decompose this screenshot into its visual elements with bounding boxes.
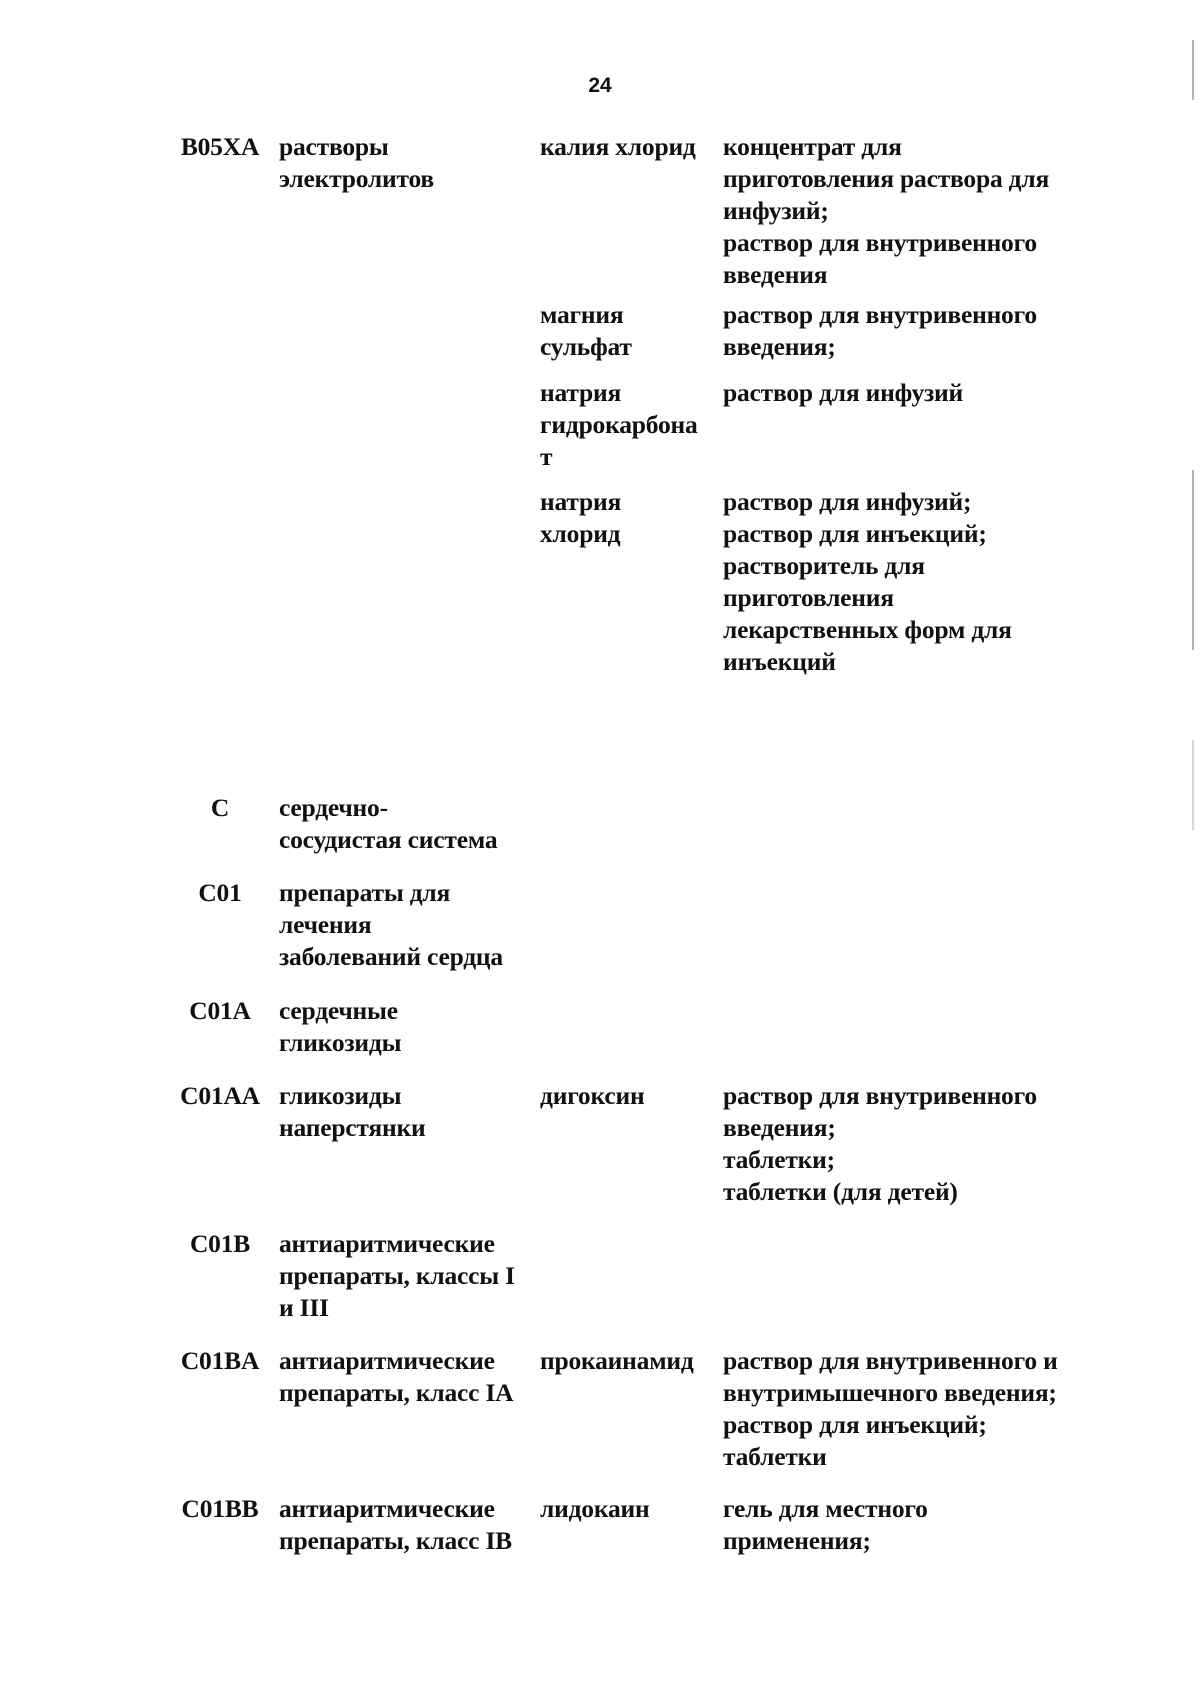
dosage-forms: раствор для внутривенного и внутримышечного введения; раствор для инъекций; таблетки: [723, 1346, 1058, 1471]
scan-edge-mark: [1192, 470, 1194, 650]
group-name: растворы электролитов: [279, 132, 434, 193]
atc-code: C01A: [189, 996, 251, 1025]
drug-name: дигоксин: [540, 1081, 645, 1110]
drug-name: натрия гидрокарбона т: [540, 378, 698, 471]
group-name: антиаритмические препараты, классы I и III: [279, 1229, 515, 1322]
page-number: 24: [588, 74, 612, 97]
scan-edge-mark: [1192, 40, 1194, 100]
group-name: антиаритмические препараты, класс IB: [279, 1494, 512, 1555]
dosage-forms: раствор для внутривенного введения; таблетки; таблетки (для детей): [723, 1081, 1037, 1206]
drug-name: калия хлорид: [540, 132, 696, 161]
atc-code: C01: [198, 878, 242, 907]
drug-name: натрия хлорид: [540, 487, 622, 548]
dosage-forms: концентрат для приготовления раствора для инфузий; раствор для внутривенного введения: [723, 132, 1050, 289]
dosage-forms: раствор для внутривенного введения;: [723, 300, 1037, 361]
atc-code: C01BB: [181, 1494, 259, 1523]
atc-code: C01AA: [180, 1081, 260, 1110]
group-name: сердечно- сосудистая система: [279, 793, 498, 854]
drug-name: прокаинамид: [540, 1346, 694, 1375]
atc-code: C: [210, 793, 230, 822]
group-name: сердечные гликозиды: [279, 996, 402, 1057]
group-name: препараты для лечения заболеваний сердца: [279, 878, 503, 971]
dosage-forms: раствор для инфузий; раствор для инъекций; растворитель для приготовления лекарственных форм для инъекций: [723, 487, 1012, 676]
atc-code: C01B: [189, 1229, 251, 1258]
scan-edge-mark: [1192, 740, 1194, 830]
group-name: антиаритмические препараты, класс IA: [279, 1346, 514, 1407]
atc-code: C01BA: [180, 1346, 260, 1375]
drug-name: магния сульфат: [540, 300, 632, 361]
group-name: гликозиды наперстянки: [279, 1081, 426, 1142]
dosage-forms: гель для местного применения;: [723, 1494, 928, 1555]
atc-code: B05XA: [180, 132, 260, 161]
dosage-forms: раствор для инфузий: [723, 378, 964, 407]
drug-name: лидокаин: [540, 1494, 650, 1523]
